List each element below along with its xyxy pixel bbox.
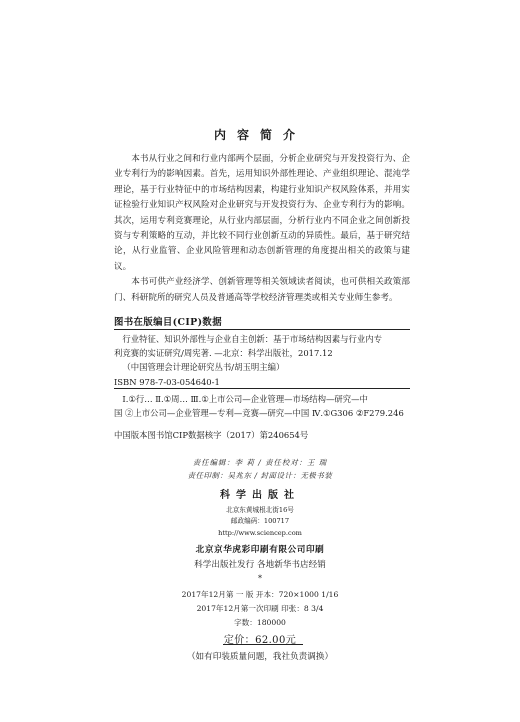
intro-paragraph: 本书可供产业经济学、创新管理等相关领域读者阅读，也可供相关政策部门、科研院所的研究人员及普通高等学校经济管理类或相关专业师生参考。	[114, 277, 410, 303]
publisher-name: 科学出版社	[220, 490, 300, 501]
price-rule	[223, 644, 303, 645]
publisher-postcode: 邮政编码：100717	[230, 517, 290, 525]
printing-line: 2017年12月第一次印刷 印张：8 3/4	[196, 604, 324, 613]
cip-isbn: ISBN 978-7-03-054640-1	[114, 377, 220, 387]
price: 定价：62.00元	[223, 635, 297, 646]
cip-series-line: （中国管理会计理论研究丛书/胡玉明主编）	[122, 362, 285, 373]
cip-subject	[114, 392, 410, 420]
intro-body	[114, 152, 410, 306]
production-line: 责任印制：吴兆东 / 封面设计：无极书装	[187, 471, 333, 480]
editors-line: 责任编辑：李 莉 / 责任校对：王 瑞	[192, 458, 328, 467]
publisher-address: 北京东黄城根北街16号	[226, 506, 294, 514]
cip-number: 中国版本图书馆CIP数据核字（2017）第240654号	[114, 430, 309, 440]
cip-description-line: 行业特征、知识外部性与企业自主创新：基于市场结构因素与行业内专	[122, 334, 383, 344]
intro-title: 内容简介	[213, 128, 306, 142]
word-count: 字数：180000	[234, 618, 286, 627]
cip-heading: 图书在版编目(CIP)数据	[114, 317, 222, 328]
printer-line: 北京京华虎彩印刷有限公司印刷	[195, 545, 325, 555]
cip-bottom-rule	[114, 388, 410, 389]
separator-star: *	[258, 574, 262, 583]
edition-line: 2017年12月第 一 版 开本：720×1000 1/16	[181, 590, 339, 599]
cip-description-line: 利竞赛的实证研究/周宪著. —北京：科学出版社，2017.12	[114, 348, 333, 359]
quality-notice: （如有印装质量问题，我社负责调换）	[186, 652, 334, 662]
cip-subject-line: Ⅰ.①行… Ⅱ.①周… Ⅲ.①上市公司—企业管理—市场结构—研究—中	[122, 394, 368, 404]
cip-description	[114, 332, 410, 375]
distribution-line: 科学出版社发行 各地新华书店经销	[194, 560, 326, 570]
cip-subject-line: 国 ②上市公司—企业管理—专利—竞赛—研究—中国 Ⅳ.①G306 ②F279.246	[114, 408, 404, 419]
cip-top-rule	[114, 329, 410, 330]
publisher-website: http://www.sciencep.com	[218, 529, 302, 537]
intro-paragraph: 本书从行业之间和行业内部两个层面，分析企业研究与开发投资行为、企业专利行为的影响因素。首先，运用知识外部性理论、产业组织理论、混沌学理论，基于行业特征中的市场结构因素，构建行业知识产权风险体系，并用实证检验行业知识产权风险对企业研究与开发投资行为、企业专利行为的影响。其次，运用专利竞赛理论，从行业内部层面，分析行业内不同企业之间创新投资与专利策略的互动，并比较不同行业创新互动的异质性。最后，基于研究结论，从行业监管、企业风险管理和动态创新管理的角度提出相关的政策与建议。	[114, 154, 410, 272]
